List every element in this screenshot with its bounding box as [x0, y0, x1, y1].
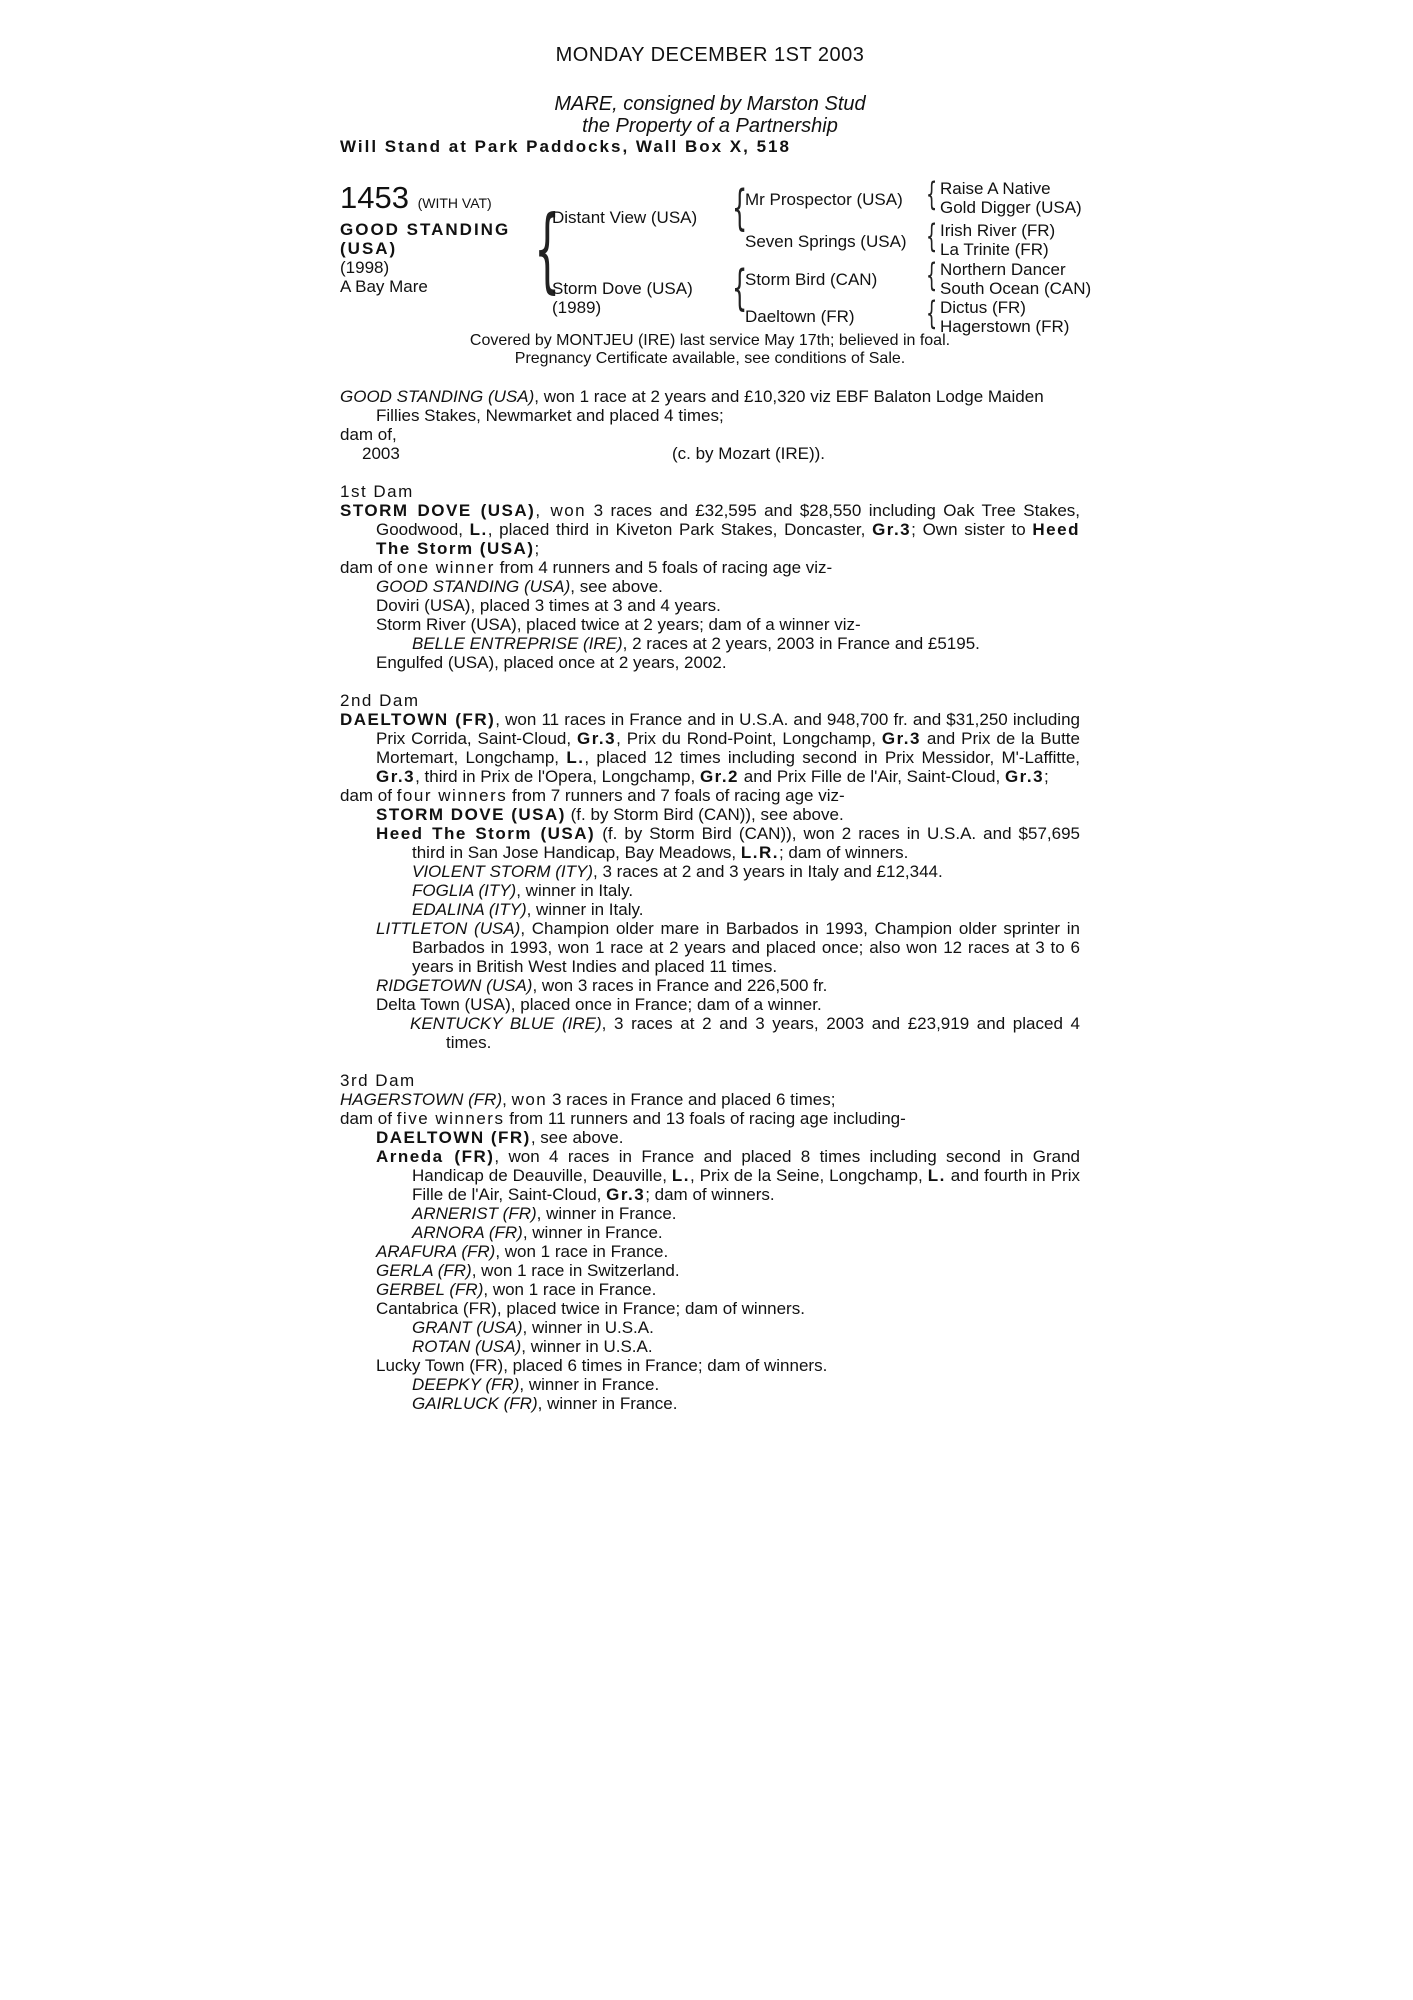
sibling-name: Heed The Storm (USA)	[376, 520, 1080, 558]
entry-text: , winner in France.	[519, 1375, 660, 1394]
record-text: , placed 12 times including second in Prix Messidor, M'-Laffitte,	[584, 748, 1080, 767]
produce-entry: Lucky Town (FR), placed 6 times in France; dam of winners.	[376, 1356, 828, 1375]
second-dam-produce-summary	[340, 786, 1080, 805]
entry-horse: ARAFURA (FR)	[376, 1242, 496, 1261]
produce-entry	[340, 577, 1080, 596]
pedigree-ggs: Irish River (FR)	[940, 221, 1056, 240]
entry-text: , see above.	[570, 577, 663, 596]
produce-entry	[340, 1204, 1080, 1223]
winner-count: four winners	[396, 786, 508, 805]
produce-entry	[340, 1337, 1080, 1356]
entry-horse: GERLA (FR)	[376, 1261, 472, 1280]
sale-date: MONDAY DECEMBER 1ST 2003	[555, 44, 865, 66]
lot-number-value: 1453	[340, 180, 409, 215]
entry-text: , 3 races at 2 and 3 years, 2003 and £23,919 and placed 4 times.	[446, 1014, 1080, 1052]
produce-entry	[340, 1394, 1080, 1413]
entry-text: , winner in U.S.A.	[522, 1318, 654, 1337]
pedigree-brace: {	[732, 180, 748, 236]
horse-year: (1998)	[340, 258, 390, 277]
entry-text: , Champion older mare in Barbados in 1993, Champion older sprinter in Barbados in 1993, won 1 race at 2 years and placed once; also won 12 races at 3 to 6 years in British West Indies and placed 11 times.	[412, 919, 1080, 976]
group-badge: Gr.2	[699, 767, 740, 786]
entry-horse: KENTUCKY BLUE (IRE)	[410, 1014, 602, 1033]
entry-text: , winner in U.S.A.	[521, 1337, 653, 1356]
listed-badge: L.	[927, 1166, 946, 1185]
summary-text: dam of	[340, 1109, 397, 1128]
entry-text: , winner in France.	[536, 1204, 677, 1223]
pedigree-ggd: Hagerstown (FR)	[940, 317, 1070, 336]
record-text: and Prix de la Butte Mortemart, Longchamp,	[376, 729, 1080, 767]
entry-horse: ROTAN (USA)	[412, 1337, 522, 1356]
covering-line: Covered by MONTJEU (IRE) last service May 17th; believed in foal.	[469, 332, 951, 349]
entry-text: , won 4 races in France and placed 8 times including second in Grand Handicap de Deauville, Deauville,	[412, 1147, 1081, 1185]
horse-description: A Bay Mare	[340, 277, 428, 296]
pedigree-dam-year: (1989)	[552, 298, 602, 317]
produce-entry: Storm River (USA), placed twice at 2 years; dam of a winner viz-	[376, 615, 861, 634]
produce-entry	[340, 1242, 1080, 1261]
pedigree-ggd: La Trinite (FR)	[940, 240, 1049, 259]
produce-entry	[340, 1223, 1080, 1242]
pedigree-sire-sire: Mr Prospector (USA)	[745, 190, 903, 209]
record-text: ;	[534, 539, 540, 558]
horse-name: GOOD STANDING	[340, 220, 511, 239]
horse-origin: (USA)	[340, 239, 398, 258]
produce-entry	[340, 1128, 1080, 1147]
group-badge: Gr.3	[881, 729, 921, 748]
group-badge: Gr.3	[606, 1185, 646, 1204]
group-badge: Gr.3	[872, 520, 912, 539]
entry-horse: Heed The Storm (USA)	[376, 824, 596, 843]
produce-entry	[340, 1375, 1080, 1394]
entry-text: , winner in France.	[537, 1394, 678, 1413]
entry-text: , won 3 races in France and 226,500 fr.	[532, 976, 828, 995]
record-text: and Prix Fille de l'Air, Saint-Cloud,	[739, 767, 1005, 786]
third-dam-heading: 3rd Dam	[340, 1071, 416, 1090]
produce-entry: Delta Town (USA), placed once in France; dam of a winner.	[376, 995, 822, 1014]
pedigree-ggs: Northern Dancer	[940, 260, 1066, 279]
record-text: , third in Prix de l'Opera, Longchamp,	[415, 767, 700, 786]
property-line: the Property of a Partnership	[582, 115, 838, 137]
produce-text: Maiden Fillies Stakes, Newmarket and placed 4 times;	[376, 387, 1044, 425]
entry-horse: GERBEL (FR)	[376, 1280, 484, 1299]
first-dam-produce-summary	[340, 558, 1080, 577]
entry-text: , 2 races at 2 years, 2003 in France and £5195.	[622, 634, 980, 653]
entry-horse: ARNORA (FR)	[412, 1223, 523, 1242]
record-text: , placed third in Kiveton Park Stakes, Doncaster,	[487, 520, 873, 539]
summary-text: from 7 runners and 7 foals of racing age viz-	[507, 786, 845, 805]
pedigree-dam-dam: Daeltown (FR)	[745, 307, 855, 326]
foal-row	[340, 444, 1080, 463]
pedigree-sire-dam: Seven Springs (USA)	[745, 232, 907, 251]
produce-entry	[340, 900, 1080, 919]
produce-entry	[340, 1261, 1080, 1280]
entry-text: , 3 races at 2 and 3 years in Italy and £12,344.	[593, 862, 943, 881]
entry-text: and fourth in Prix Fille de l'Air, Saint-Cloud,	[412, 1166, 1080, 1204]
foal-description: (c. by Mozart (IRE)).	[672, 444, 826, 463]
produce-entry	[340, 881, 1080, 900]
second-dam-record	[340, 710, 1080, 786]
listed-badge: L.	[671, 1166, 690, 1185]
produce-entry	[340, 805, 1080, 824]
pedigree-brace: {	[732, 260, 748, 316]
first-dam-name: STORM DOVE (USA)	[340, 501, 536, 520]
entry-horse: VIOLENT STORM (ITY)	[412, 862, 594, 881]
produce-entry	[340, 1014, 1080, 1052]
record-text: ,	[502, 1090, 512, 1109]
pedigree-ggs: Raise A Native	[940, 179, 1051, 198]
produce-text: , won 1 race at 2 years and £10,320 viz EBF Balaton Lodge	[534, 387, 984, 406]
entry-text: , won 1 race in France.	[495, 1242, 669, 1261]
winner-count: one winner	[396, 558, 495, 577]
pedigree-ggs: Dictus (FR)	[940, 298, 1026, 317]
entry-text: , winner in Italy.	[526, 900, 644, 919]
entry-horse: DEEPKY (FR)	[412, 1375, 520, 1394]
produce-entry	[340, 1280, 1080, 1299]
produce-record	[340, 387, 1080, 425]
produce-entry	[340, 976, 1080, 995]
entry-horse: GAIRLUCK (FR)	[412, 1394, 538, 1413]
listed-badge: L.R.	[740, 843, 779, 862]
pedigree-brace: {	[926, 217, 938, 255]
pregnancy-line: Pregnancy Certificate available, see conditions of Sale.	[514, 350, 906, 367]
produce-entry: Cantabrica (FR), placed twice in France; dam of winners.	[376, 1299, 805, 1318]
entry-horse: STORM DOVE (USA)	[376, 805, 566, 824]
group-badge: Gr.3	[376, 767, 416, 786]
entry-horse: Arneda (FR)	[376, 1147, 495, 1166]
pedigree-brace: {	[926, 175, 938, 213]
second-dam-heading: 2nd Dam	[340, 691, 420, 710]
produce-entry	[340, 1147, 1080, 1204]
entry-text: , see above.	[530, 1128, 624, 1147]
listed-badge: L.	[469, 520, 488, 539]
summary-text: dam of	[340, 786, 397, 805]
entry-text: , Prix de la Seine, Longchamp,	[690, 1166, 928, 1185]
listed-badge: L.	[566, 748, 585, 767]
pedigree-ggd: Gold Digger (USA)	[940, 198, 1082, 217]
record-text: , Prix du Rond-Point, Longchamp,	[616, 729, 882, 748]
pedigree-brace: {	[926, 256, 938, 294]
vat-note: (WITH VAT)	[417, 195, 492, 211]
entry-horse: DAELTOWN (FR)	[376, 1128, 531, 1147]
third-dam-record	[340, 1090, 1080, 1109]
entry-text: , won 1 race in Switzerland.	[471, 1261, 680, 1280]
won-label: , won	[535, 501, 587, 520]
second-dam-name: DAELTOWN (FR)	[340, 710, 496, 729]
first-dam-heading: 1st Dam	[340, 482, 414, 501]
entry-text: (f. by Storm Bird (CAN)), see above.	[565, 805, 844, 824]
produce-entry: Doviri (USA), placed 3 times at 3 and 4 years.	[376, 596, 721, 615]
pedigree-brace: {	[534, 196, 561, 303]
winner-count: five winners	[396, 1109, 505, 1128]
record-text: ; Own sister to	[911, 520, 1033, 539]
foal-year: 2003	[362, 444, 400, 463]
won-label: won	[511, 1090, 548, 1109]
produce-entry	[340, 919, 1080, 976]
pedigree-sire: Distant View (USA)	[552, 208, 698, 227]
group-badge: Gr.3	[1004, 767, 1045, 786]
produce-entry: Engulfed (USA), placed once at 2 years, 2002.	[376, 653, 727, 672]
entry-horse: BELLE ENTREPRISE (IRE)	[412, 634, 623, 653]
entry-horse: LITTLETON (USA)	[376, 919, 521, 938]
entry-horse: FOGLIA (ITY)	[412, 881, 517, 900]
entry-horse: GRANT (USA)	[412, 1318, 523, 1337]
consignor-block	[340, 93, 1080, 137]
produce-entry	[340, 824, 1080, 862]
lot-number	[340, 180, 492, 216]
entry-text: , won 1 race in France.	[483, 1280, 657, 1299]
entry-horse: EDALINA (ITY)	[412, 900, 527, 919]
summary-text: dam of	[340, 558, 397, 577]
pedigree-notes	[340, 387, 1080, 1413]
record-text: , won 11 races in France and in U.S.A. and 948,700 fr. and $31,250 including Prix Corrida, Saint-Cloud,	[376, 710, 1080, 748]
summary-text: from 11 runners and 13 foals of racing age including-	[504, 1109, 906, 1128]
consignor-line: MARE, consigned by Marston Stud	[554, 93, 866, 115]
produce-entry	[340, 634, 1080, 653]
record-text: ;	[1044, 767, 1049, 786]
pedigree-brace: {	[926, 294, 938, 332]
entry-text: , winner in Italy.	[516, 881, 634, 900]
produce-entry	[340, 862, 1080, 881]
entry-horse: GOOD STANDING (USA)	[376, 577, 571, 596]
pedigree-dam: Storm Dove (USA)	[552, 279, 693, 298]
entry-text: , winner in France.	[522, 1223, 663, 1242]
entry-text: ; dam of winners.	[645, 1185, 775, 1204]
third-dam-name: HAGERSTOWN (FR)	[340, 1090, 503, 1109]
entry-horse: RIDGETOWN (USA)	[376, 976, 533, 995]
produce-entry	[340, 1318, 1080, 1337]
dam-of-label: dam of,	[340, 425, 397, 444]
horse-details	[340, 220, 510, 296]
summary-text: from 4 runners and 5 foals of racing age viz-	[494, 558, 833, 577]
third-dam-produce-summary	[340, 1109, 1080, 1128]
pedigree-dam-sire: Storm Bird (CAN)	[745, 270, 878, 289]
covering-note	[340, 332, 1080, 368]
stabling-location: Will Stand at Park Paddocks, Wall Box X, 518	[340, 137, 791, 156]
pedigree-ggd: South Ocean (CAN)	[940, 279, 1092, 298]
entry-text: (f. by Storm Bird (CAN)), won 2 races in U.S.A. and $57,695 third in San Jose Handicap, Bay Meadows,	[412, 824, 1081, 862]
first-dam-record	[340, 501, 1080, 558]
entry-horse: ARNERIST (FR)	[412, 1204, 537, 1223]
record-text: 3 races in France and placed 6 times;	[547, 1090, 836, 1109]
produce-horse: GOOD STANDING (USA)	[340, 387, 535, 406]
record-text: 3 races and £32,595 and $28,550 including Oak Tree Stakes, Goodwood,	[376, 501, 1080, 539]
group-badge: Gr.3	[577, 729, 617, 748]
entry-text: ; dam of winners.	[778, 843, 909, 862]
